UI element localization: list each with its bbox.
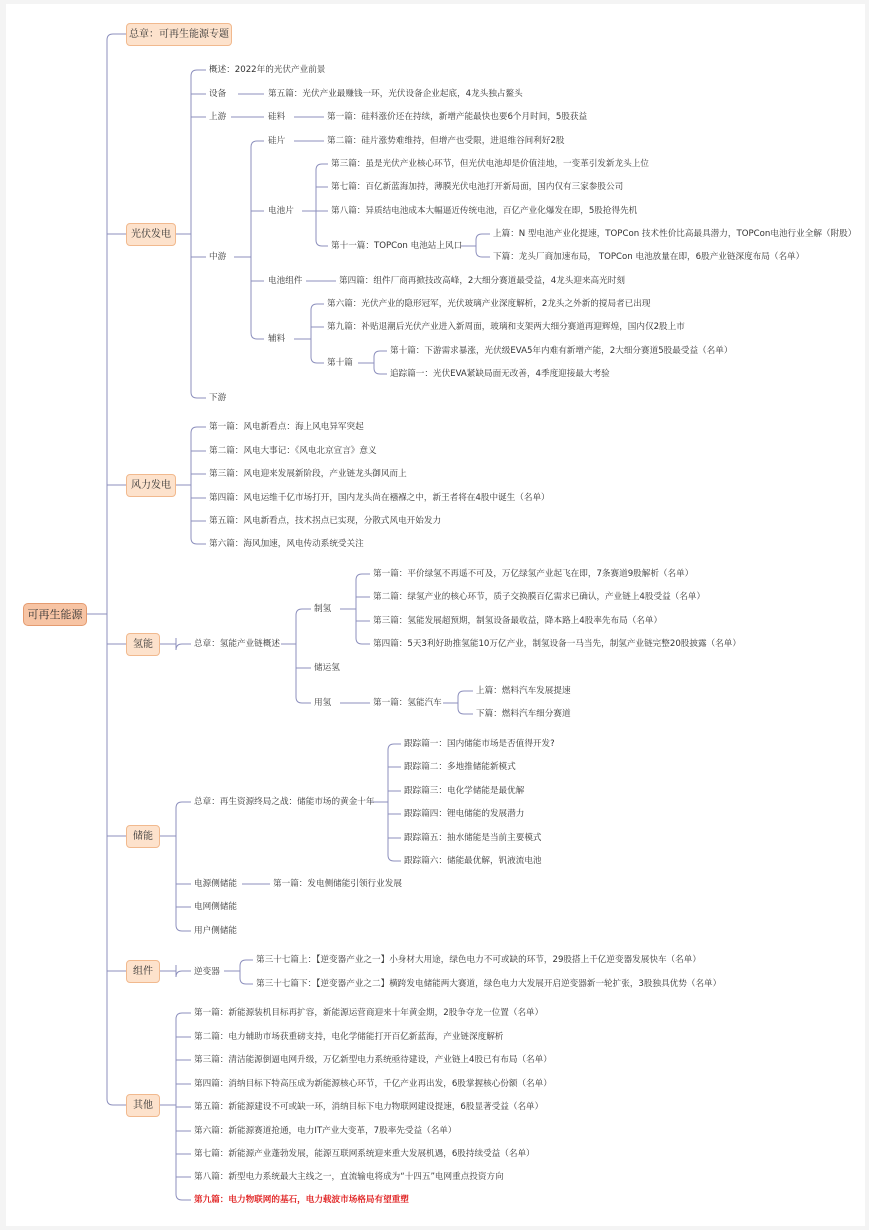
pv-cell-article-11[interactable]: 第十一篇：TOPCon 电池站上风口 xyxy=(331,241,463,251)
other-article-4[interactable]: 第四篇：消纳目标下特高压成为新能源核心环节，千亿产业再出发，6股掌握核心份额（名单） xyxy=(194,1079,552,1089)
other-article-9-highlight[interactable]: 第九篇：电力物联网的基石，电力载波市场格局有望重塑 xyxy=(194,1195,409,1205)
wind-article-5[interactable]: 第五篇：风电新看点，技术拐点已实现，分散式风电开始发力 xyxy=(209,516,442,526)
pv-midstream[interactable]: 中游 xyxy=(209,252,227,262)
hydrogen-car-connector xyxy=(443,691,473,714)
pv-topcon-connector xyxy=(461,234,490,257)
pv-midstream-connector xyxy=(234,141,264,339)
pv-cell-connector xyxy=(302,164,328,246)
pv-aux[interactable]: 辅料 xyxy=(268,334,286,344)
pv-aux-article-10[interactable]: 第十篇 xyxy=(327,358,353,368)
pv-assembly[interactable]: 电池组件 xyxy=(268,276,303,286)
pv-cell[interactable]: 电池片 xyxy=(268,206,294,216)
mind-map-canvas xyxy=(6,4,865,1226)
other-article-5[interactable]: 第五篇：新能源建设不可或缺一环，消纳目标下电力物联网建设提速，6股显著受益（名单） xyxy=(194,1102,544,1112)
pv-silicon[interactable]: 硅料 xyxy=(268,112,286,122)
section-overview[interactable]: 总章：可再生能源专题 xyxy=(126,23,232,46)
section-module[interactable]: 组件 xyxy=(126,960,160,983)
pv-aux-connector xyxy=(294,304,324,363)
wind-article-2[interactable]: 第二篇：风电大事记：《风电北京宣言》意义 xyxy=(209,446,377,456)
section-storage[interactable]: 储能 xyxy=(126,825,160,848)
hydrogen-use[interactable]: 用氢 xyxy=(314,698,332,708)
hydrogen-production-article-1[interactable]: 第一篇：平价绿氢不再遥不可及，万亿绿氢产业起飞在即，7条赛道9股解析（名单） xyxy=(373,569,694,579)
pv-tenth-connector xyxy=(358,351,387,374)
other-article-3[interactable]: 第三篇：清洁能源倒逼电网升级，万亿新型电力系统亟待建设，产业链上4股已有布局（名单） xyxy=(194,1055,552,1065)
pv-cell-article-3[interactable]: 第三篇：虽是光伏产业核心环节，但光伏电池却是价值洼地，一变革引发新龙头上位 xyxy=(331,159,649,169)
wind-article-1[interactable]: 第一篇：风电新看点：海上风电异军突起 xyxy=(209,422,364,432)
pv-tracking-article-1[interactable]: 追踪篇一：光伏EVA紧缺局面无改善，4季度迎接最大考验 xyxy=(390,369,610,379)
storage-source-article[interactable]: 第一篇：发电侧储能引领行业发展 xyxy=(273,879,402,889)
pv-topcon-lower[interactable]: 下篇：龙头厂商加速布局， TOPCon 电池放量在即，6股产业链深度布局（名单） xyxy=(493,252,805,262)
module-connector xyxy=(160,965,191,977)
section-wind[interactable]: 风力发电 xyxy=(126,474,176,497)
storage-tracking-4[interactable]: 跟踪篇四：锂电储能的发展潜力 xyxy=(404,809,525,819)
module-inverter[interactable]: 逆变器 xyxy=(194,967,220,977)
storage-tracking-3[interactable]: 跟踪篇三：电化学储能是最优解 xyxy=(404,786,525,796)
storage-tracking-2[interactable]: 跟踪篇二：多地推储能新模式 xyxy=(404,762,516,772)
hydrogen-car-lower[interactable]: 下篇：燃料汽车细分赛道 xyxy=(476,709,571,719)
other-connector xyxy=(160,1013,191,1200)
pv-aux-article-6[interactable]: 第六篇：光伏产业的隐形冠军，光伏玻璃产业深度解析，2龙头之外新的搅局者已出现 xyxy=(327,299,651,309)
hydrogen-connector xyxy=(160,638,191,650)
root-node[interactable]: 可再生能源 xyxy=(23,603,87,626)
section-other[interactable]: 其他 xyxy=(126,1094,160,1117)
root-connector xyxy=(87,34,126,1105)
storage-overview[interactable]: 总章：再生资源终局之战：储能市场的黄金十年 xyxy=(194,797,375,807)
pv-upstream[interactable]: 上游 xyxy=(209,112,227,122)
pv-assembly-article[interactable]: 第四篇：组件厂商再掀技改高峰，2大细分赛道最受益，4龙头迎来高光时刻 xyxy=(339,276,625,286)
hydrogen-storage-transport[interactable]: 储运氢 xyxy=(314,663,340,673)
storage-tracking-connector xyxy=(371,744,401,861)
hydrogen-car-upper[interactable]: 上篇：燃料汽车发展提速 xyxy=(476,686,571,696)
storage-tracking-5[interactable]: 跟踪篇五：抽水储能是当前主要模式 xyxy=(404,833,542,843)
pv-aux-article-9[interactable]: 第九篇：补贴退潮后光伏产业进入新周面，玻璃和支架两大细分赛道再迎辉煌，国内仅2股上市 xyxy=(327,322,685,332)
pv-equipment[interactable]: 设备 xyxy=(209,89,227,99)
hydrogen-production-article-3[interactable]: 第三篇：氢能发展超预期，制氢设备最收益，降本路上4股率先布局（名单） xyxy=(373,616,663,626)
hydrogen-car-article[interactable]: 第一篇：氢能汽车 xyxy=(373,698,442,708)
wind-article-6[interactable]: 第六篇：海风加速，风电传动系统受关注 xyxy=(209,539,364,549)
pv-equipment-article[interactable]: 第五篇：光伏产业最赚钱一环，光伏设备企业起底，4龙头独占鳌头 xyxy=(268,89,523,99)
other-article-8[interactable]: 第八篇：新型电力系统最大主线之一，直流输电将成为“十四五”电网重点投资方向 xyxy=(194,1172,504,1182)
wind-article-4[interactable]: 第四篇：风电运维千亿市场打开，国内龙头尚在襁褓之中，新王者将在4股中诞生（名单） xyxy=(209,493,550,503)
hydrogen-overview-connector xyxy=(281,609,311,703)
storage-tracking-6[interactable]: 跟踪篇六：储能最优解，钒液流电池 xyxy=(404,856,542,866)
pv-connector xyxy=(176,70,206,398)
wind-connector xyxy=(176,427,206,544)
other-article-6[interactable]: 第六篇：新能源赛道抢通，电力IT产业大变革，7股率先受益（名单） xyxy=(194,1126,457,1136)
hydrogen-overview[interactable]: 总章：氢能产业链概述 xyxy=(194,639,280,649)
pv-tenth-article[interactable]: 第十篇：下游需求暴涨，光伏级EVA5年内难有新增产能，2大细分赛道5股最受益（名单） xyxy=(390,346,733,356)
section-hydrogen[interactable]: 氢能 xyxy=(126,633,160,656)
hydrogen-production[interactable]: 制氢 xyxy=(314,604,332,614)
pv-overview[interactable]: 概述：2022年的光伏产业前景 xyxy=(209,65,326,75)
module-inverter-article-lower[interactable]: 第三十七篇下：【逆变器产业之二】横跨发电储能两大赛道，绿色电力大发展开启逆变器新一轮扩张，3股独具优势（名单） xyxy=(256,979,722,989)
section-pv[interactable]: 光伏发电 xyxy=(126,223,176,246)
storage-connector xyxy=(160,802,191,931)
other-article-2[interactable]: 第二篇：电力辅助市场获重磅支持，电化学储能打开百亿新蓝海，产业链深度解析 xyxy=(194,1032,504,1042)
module-inverter-article-upper[interactable]: 第三十七篇上：【逆变器产业之一】小身材大用途，绿色电力不可或缺的环节，29股搭上千亿逆变器发展快车（名单） xyxy=(256,955,701,965)
pv-cell-article-7[interactable]: 第七篇：百亿新蓝海加持，薄膜光伏电池打开新局面，国内仅有三家参股公司 xyxy=(331,182,624,192)
hydrogen-production-article-4[interactable]: 第四篇：5天3利好助推氢能10万亿产业，制氢设备一马当先，制氢产业链完整20股披露（名单） xyxy=(373,639,741,649)
storage-grid-side[interactable]: 电网侧储能 xyxy=(194,902,237,912)
other-article-7[interactable]: 第七篇：新能源产业蓬勃发展，能源互联网系统迎来重大发展机遇，6股持续受益（名单） xyxy=(194,1149,535,1159)
pv-cell-article-8[interactable]: 第八篇：异质结电池成本大幅逼近传统电池，百亿产业化爆发在即，5股抢得先机 xyxy=(331,206,638,216)
wind-article-3[interactable]: 第三篇：风电迎来发展新阶段，产业链龙头御风而上 xyxy=(209,469,407,479)
pv-downstream[interactable]: 下游 xyxy=(209,393,227,403)
hydrogen-production-connector xyxy=(340,574,370,644)
storage-user-side[interactable]: 用户侧储能 xyxy=(194,926,237,936)
pv-topcon-upper[interactable]: 上篇：N 型电池产业化提速，TOPCon 技术性价比高最具潜力，TOPCon电池行业全解（附股） xyxy=(493,229,857,239)
hydrogen-production-article-2[interactable]: 第二篇：绿氢产业的核心环节，质子交换膜百亿需求已确认，产业链上4股受益（名单） xyxy=(373,592,706,602)
module-inverter-connector xyxy=(224,960,253,984)
other-article-1[interactable]: 第一篇：新能源装机目标再扩容，新能源运营商迎来十年黄金期，2股争夺龙一位置（名单） xyxy=(194,1008,544,1018)
pv-wafer[interactable]: 硅片 xyxy=(268,136,286,146)
pv-wafer-article[interactable]: 第二篇：硅片涨势难维持，但增产也受限，进退维谷间利好2股 xyxy=(327,136,565,146)
pv-silicon-article[interactable]: 第一篇：硅料涨价还在持续，新增产能最快也要6个月时间，5股获益 xyxy=(327,112,588,122)
storage-source-side[interactable]: 电源侧储能 xyxy=(194,879,237,889)
storage-tracking-1[interactable]: 跟踪篇一：国内储能市场是否值得开发? xyxy=(404,739,555,749)
